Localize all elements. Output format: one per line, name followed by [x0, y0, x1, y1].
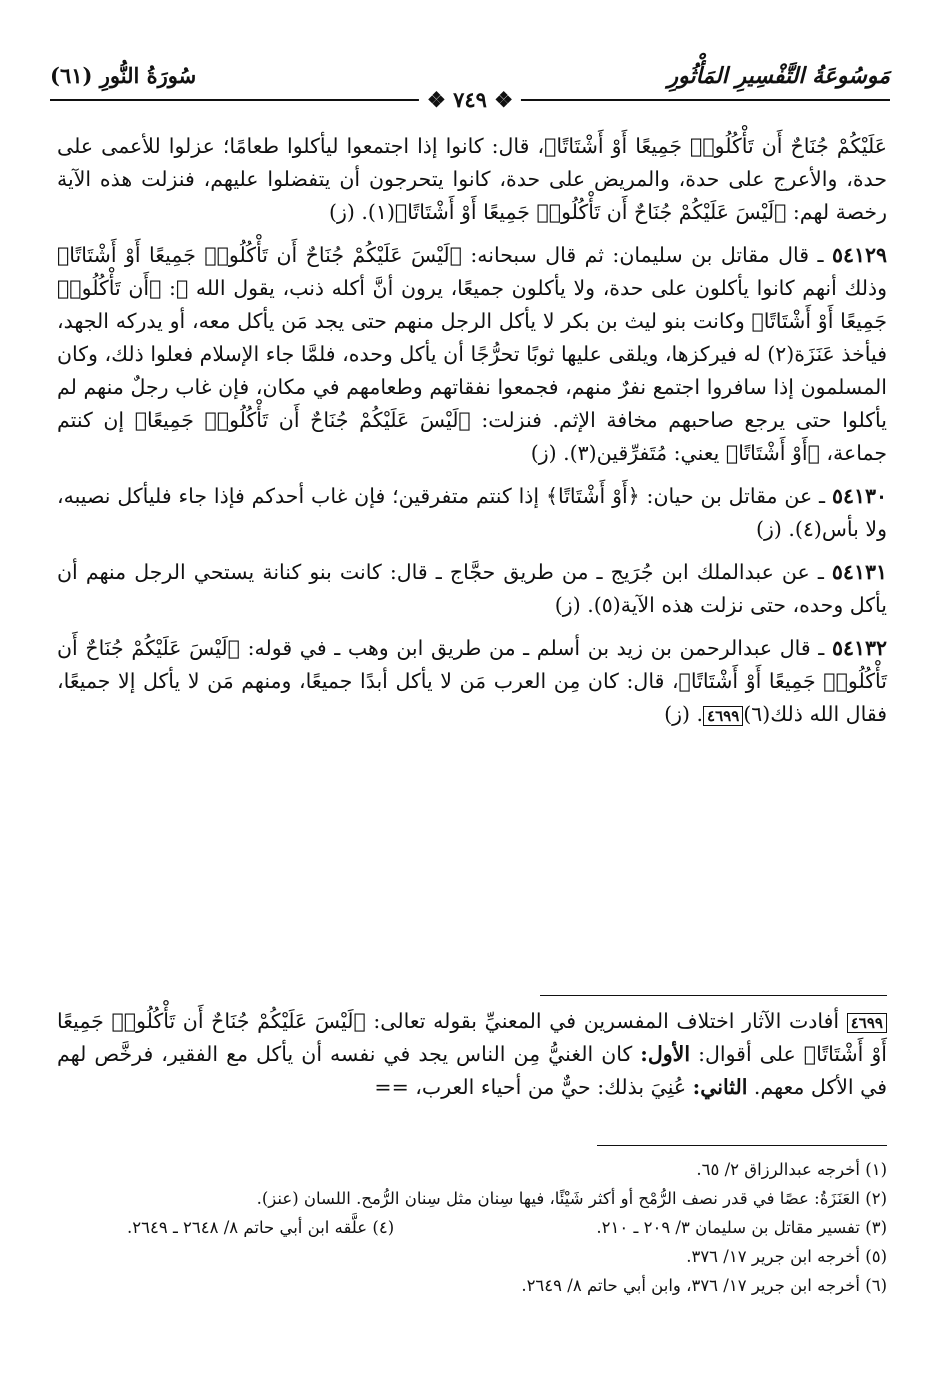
footnote-4: (٤) علَّقه ابن أبي حاتم ٨/ ٢٦٤٨ ـ ٢٦٤٩.: [127, 1218, 395, 1237]
paragraph-text: ـ عن عبدالملك ابن جُرَيج ـ من طريق حجَّاج ـ قال: كانت بنو كنانة يستحي الرجل منهم أن يأكل وحده، حتى نزلت هذه الآية(٥). (ز): [57, 560, 887, 617]
paragraph-text: ـ عن مقاتل بن حيان: ﴿أَوْ أَشْتَاتًا﴾ إذا كنتم متفرقين؛ فإن غاب أحدكم فإذا جاء فليأكل نصيبه، ولا بأس(٤). (ز): [57, 484, 887, 541]
paragraph-54131: [57, 556, 887, 622]
footnote-1: (١) أخرجه عبدالرزاق ٢/ ٦٥.: [696, 1160, 887, 1179]
narration-number: ٥٤١٣١: [831, 560, 887, 584]
commentary-text: أفادت الآثار اختلاف المفسرين في المعنيِّ بقوله تعالى: ﴿لَيْسَ عَلَيْكُمْ جُنَاحٌ أَن تَأْكُلُوا۟ جَمِيعًا أَوْ أَشْتَاتًا﴾ على أقوال:: [57, 1009, 887, 1066]
footnote-3: (٣) تفسير مقاتل بن سليمان ٣/ ٢٠٩ ـ ٢١٠.: [596, 1218, 887, 1237]
narration-number: ٥٤١٣٢: [831, 636, 887, 660]
narration-number: ٥٤١٢٩: [831, 243, 887, 267]
commentary-note: [57, 1005, 887, 1104]
page-number: ❖ ٧٤٩ ❖: [419, 87, 521, 113]
footnote-2: (٢) العَنَزَةُ: عصًا في قدر نصف الرُّمْح أو أكثر شَيْئًا، فيها سِنان مثل سِنان الرُّمح. اللسان (عنز).: [256, 1189, 887, 1208]
footnote-5: (٥) أخرجه ابن جرير ١٧/ ٣٧٦.: [686, 1247, 887, 1266]
book-title: مَوسُوعَةُ التَّفْسِيرِ المَأْثُورِ: [667, 63, 890, 89]
paragraph-text: عَلَيْكُمْ جُنَاحٌ أَن تَأْكُلُوا۟ جَمِيعًا أَوْ أَشْتَاتًا﴾، قال: كانوا إذا اجتمعوا ليأكلوا طعامًا؛ عزلوا للأعمى على حدة، والأعرج على حدة، والمريض على حدة، كانوا يتحرجون أن يتفضلوا عليهم، فنزلت هذه الآية رخصة لهم: ﴿لَيْسَ عَلَيْكُمْ جُنَاحٌ أَن تَأْكُلُوا۟ جَمِيعًا أَوْ أَشْتَاتًا﴾(١). (ز): [57, 134, 887, 224]
commentary-text: كان الغنيُّ مِن الناس يجد في نفسه أن يأكل مع الفقير، فرخَّص لهم في الأكل معهم.: [57, 1042, 887, 1099]
main-text: [57, 130, 887, 741]
paragraph-text: ـ قال مقاتل بن سليمان: ثم قال سبحانه: ﴿لَيْسَ عَلَيْكُمْ جُنَاحٌ أَن تَأْكُلُوا۟ جَمِيعًا أَوْ أَشْتَاتًا﴾ وذلك أنهم كانوا يأكلون على حدة، ولا يأكلون جميعًا، يرون أنَّ أكله ذنب، يقول الله ﷻ: ﴿أَن تَأْكُلُوا۟ جَمِيعًا أَوْ أَشْتَاتًا﴾ وكانت بنو ليث بن بكر لا يأكل الرجل منهم حتى يجد مَن يأكل معه، أو يدركه الجهد، فيأخذ عَنَزَة(٢) له فيركزها، ويلقى عليها ثوبًا تحرُّجًا أن يأكل وحده، فلمَّا جاء الإسلام فعلوا ذلك، وكان المسلمون إذا سافروا اجتمع نفرٌ منهم، فجمعوا نفقاتهم وطعامهم في مكان، فإن غاب رجلٌ منهم لم يأكلوا حتى يرجع صاحبهم مخافة الإثم. فنزلت: ﴿لَيْسَ عَلَيْكُمْ جُنَاحٌ أَن تَأْكُلُوا۟ جَمِيعًا﴾ إن كنتم جماعة، ﴿أَوْ أَشْتَاتًا﴾ يعني: مُتَفرِّقين(٣). (ز): [57, 243, 887, 465]
page-number-value: ٧٤٩: [453, 87, 487, 112]
paragraph-54130: [57, 480, 887, 546]
footnote-row: [127, 1213, 887, 1242]
paragraph-54132: [57, 632, 887, 731]
first-opinion-label: الأول:: [640, 1042, 691, 1066]
second-opinion-label: الثاني:: [692, 1075, 748, 1099]
commentary-ref-box[interactable]: ٤٦٩٩: [703, 706, 743, 726]
paragraph-54129: [57, 239, 887, 470]
paragraph-text: ـ قال عبدالرحمن بن زيد بن أسلم ـ من طريق ابن وهب ـ في قوله: ﴿لَيْسَ عَلَيْكُمْ جُنَاحٌ أَن تَأْكُلُوا۟ جَمِيعًا أَوْ أَشْتَاتًا﴾، قال: كان مِن العرب مَن لا يأكل أبدًا جميعًا، ومنهم مَن لا يأكل إلا جميعًا، فقال الله ذلك(٦): [57, 636, 887, 726]
paragraph-tail: . (ز): [664, 702, 704, 726]
paragraph-continuation: [57, 130, 887, 229]
commentary-separator: [540, 995, 887, 996]
commentary-number-box: ٤٦٩٩: [847, 1013, 887, 1033]
footnote-separator: [597, 1145, 887, 1146]
footnote-6: (٦) أخرجه ابن جرير ١٧/ ٣٧٦، وابن أبي حاتم ٨/ ٢٦٤٩.: [521, 1276, 887, 1295]
narration-number: ٥٤١٣٠: [831, 484, 887, 508]
commentary-text: عُنِيَ بذلك: حيٌّ من أحياء العرب، ==: [374, 1075, 687, 1099]
page-header: [50, 55, 890, 125]
footnotes: [57, 1155, 887, 1300]
surah-title: سُورَةُ النُّورِ (٦١): [50, 63, 197, 88]
